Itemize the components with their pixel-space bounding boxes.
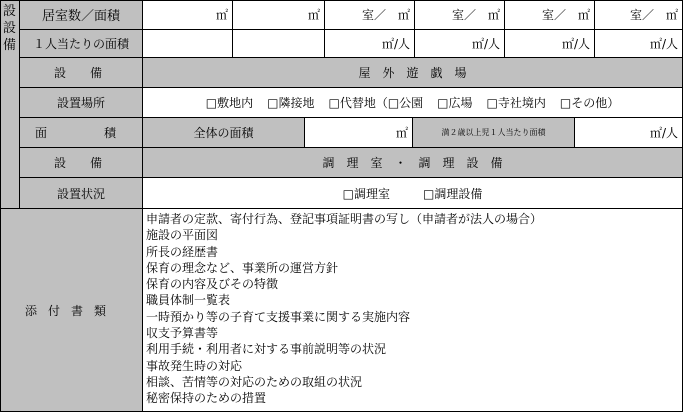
attachment-item: 保育の内容及びその特徴 [146, 277, 279, 292]
side-char-3: 備 [2, 38, 16, 53]
area-per-person-empty-2[interactable] [233, 30, 325, 58]
total-area-label: 全体の面積 [143, 118, 305, 148]
attachment-item: 申請者の定款、寄付行為、登記事項証明書の写し（申請者が法人の場合） [146, 212, 543, 226]
attachment-item: 収支予算書等 [146, 326, 219, 341]
attachment-item: 職員体制一覧表 [146, 293, 231, 308]
area-per-person-empty-1[interactable] [143, 30, 233, 58]
side-char-2: 設 [2, 21, 16, 36]
attachment-item: 相談、苦情等の対応のための取組の状況 [146, 374, 363, 389]
area-per-person-cell-2[interactable]: ㎡/人 [415, 30, 505, 58]
outdoor-playground-header: 屋 外 遊 戯 場 [143, 58, 683, 88]
installation-status-label: 設置状況 [20, 178, 143, 209]
area-per-person-cell-3[interactable]: ㎡/人 [505, 30, 595, 58]
attachment-item: 秘密保持のための措置 [146, 391, 267, 406]
area-per-person-cell-4[interactable]: ㎡/人 [595, 30, 683, 58]
side-char-1: 設 [2, 4, 16, 19]
attachments-list [143, 209, 683, 412]
kitchen-header: 調 理 室 ・ 調 理 設 備 [143, 148, 683, 178]
attachment-item: 一時預かり等の子育て支援事業に関する実施内容 [146, 309, 411, 324]
equipment-label-2: 設 備 [20, 148, 143, 178]
room-area-cell-2[interactable]: ㎡ [233, 0, 325, 30]
room-area-cell-4[interactable]: 室／ ㎡ [415, 0, 505, 30]
option-kitchen-equipment[interactable]: □調理設備 [423, 186, 483, 201]
area-label: 面 積 [20, 118, 143, 148]
room-area-cell-3[interactable]: 室／ ㎡ [325, 0, 415, 30]
option-on-site[interactable]: □敷地内 [205, 96, 254, 110]
option-adjacent[interactable]: □隣接地 [267, 96, 315, 110]
location-options [143, 88, 683, 118]
option-plaza[interactable]: □広場 [437, 96, 473, 110]
attachment-item: 利用手続・利用者に対する事前説明等の状況 [146, 342, 387, 357]
option-temple-grounds[interactable]: □寺社境内 [486, 96, 546, 110]
attachment-item: 所長の経歴書 [146, 244, 219, 259]
room-area-cell-5[interactable]: 室／ ㎡ [505, 0, 595, 30]
attachment-item: 施設の平面図 [146, 228, 219, 243]
attachments-label: 添付書類 [0, 209, 143, 412]
room-area-cell-1[interactable]: ㎡ [143, 0, 233, 30]
area-per-person-label: １人当たりの面積 [20, 30, 143, 58]
option-kitchen[interactable]: □調理室 [342, 186, 390, 201]
installation-status-options [143, 178, 683, 209]
facility-side-label [0, 0, 20, 209]
room-count-area-label: 居室数／面積 [20, 0, 143, 30]
attachment-item: 保育の理念など、事業所の運営方針 [146, 260, 339, 275]
location-label: 設置場所 [20, 88, 143, 118]
attachment-item: 事故発生時の対応 [146, 358, 243, 373]
total-area-value[interactable]: ㎡ [305, 118, 413, 148]
per-child-area-label: 満２歳以上児１人当たり面積 [413, 118, 575, 148]
option-alternative-park[interactable]: □代替地（□公園 [328, 96, 424, 110]
option-other[interactable]: □その他） [559, 96, 620, 110]
room-area-cell-6[interactable]: 室／ ㎡ [595, 0, 683, 30]
per-child-area-value[interactable]: ㎡/人 [575, 118, 683, 148]
equipment-label: 設 備 [20, 58, 143, 88]
area-per-person-cell-1[interactable]: ㎡/人 [325, 30, 415, 58]
